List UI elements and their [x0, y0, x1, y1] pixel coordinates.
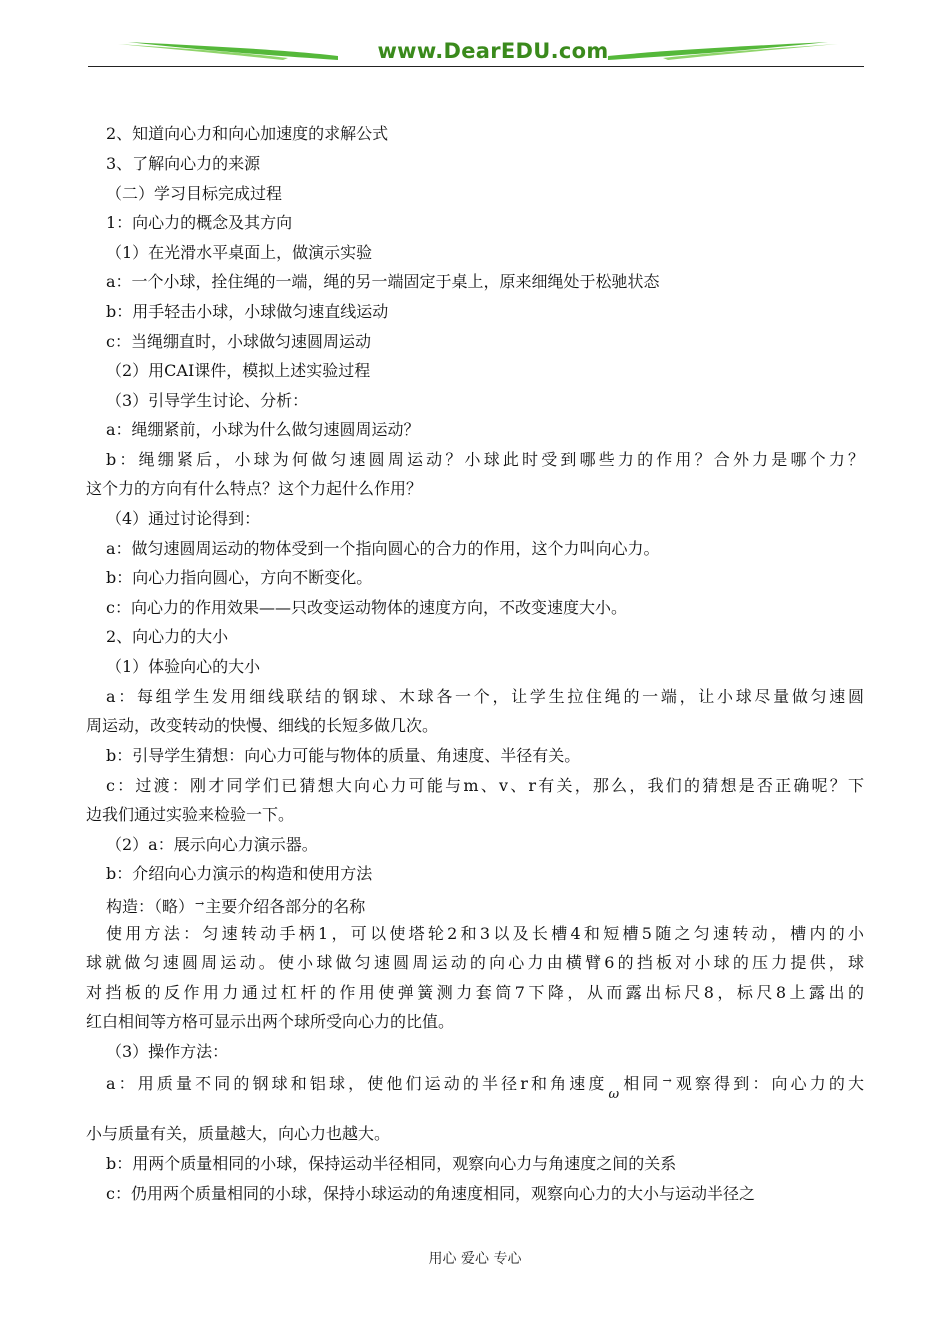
line-text: 1：向心力的概念及其方向 [106, 213, 293, 232]
line-text: b：用手轻击小球，小球做匀速直线运动 [106, 302, 389, 321]
text-line [106, 924, 864, 944]
line-text-tail: 观察得到：向心力的大 [672, 1074, 864, 1093]
line-text: c：仍用两个质量相同的小球，保持小球运动的角速度相同，观察向心力的大小与运动半径之 [106, 1184, 755, 1203]
line-text: （4）通过讨论得到： [106, 509, 261, 528]
text-line [86, 953, 864, 973]
text-line [106, 124, 864, 144]
text-line [106, 627, 864, 647]
text-line [106, 776, 864, 796]
line-text: 3、了解向心力的来源 [106, 154, 261, 173]
line-text: a：一个小球，拴住绳的一端，绳的另一端固定于桌上，原来细绳处于松驰状态 [106, 272, 660, 291]
text-line [106, 598, 864, 618]
text-line [106, 509, 864, 529]
omega-symbol: ω [608, 1087, 620, 1102]
site-logo-text: www.DearEDU.com [377, 39, 609, 63]
line-text: c：当绳绷直时，小球做匀速圆周运动 [106, 332, 371, 351]
line-text: 球就做匀速圆周运动。使小球做匀速圆周运动的向心力由横臂6的挡板对小球的压力提供，球 [86, 953, 864, 972]
text-line [106, 420, 864, 440]
header-rule [88, 66, 864, 67]
text-line [106, 213, 864, 233]
line-text: b：向心力指向圆心，方向不断变化。 [106, 568, 373, 587]
text-line [86, 479, 864, 499]
text-line [106, 1071, 864, 1105]
line-text: b：介绍向心力演示的构造和使用方法 [106, 864, 373, 883]
text-line [106, 835, 864, 855]
arrow-icon: → [195, 897, 205, 910]
line-text: （2）用CAI课件，模拟上述实验过程 [106, 361, 371, 380]
text-line [106, 391, 864, 411]
line-text: （1）在光滑水平桌面上，做演示实验 [106, 243, 373, 262]
text-line [106, 539, 864, 559]
line-text: 构造：（略） [106, 897, 195, 916]
line-text: 这个力的方向有什么特点？这个力起什么作用？ [86, 479, 423, 498]
arrow-icon: → [662, 1074, 672, 1087]
line-text: b：引导学生猜想：向心力可能与物体的质量、角速度、半径有关。 [106, 746, 581, 765]
line-text: 小与质量有关，质量越大，向心力也越大。 [86, 1124, 391, 1143]
page-header [88, 36, 864, 70]
text-line [106, 687, 864, 707]
text-line [106, 184, 864, 204]
text-line [86, 1012, 864, 1032]
text-line [106, 894, 864, 917]
text-line [86, 1124, 864, 1144]
text-line [106, 154, 864, 174]
text-line [106, 450, 864, 470]
text-line [86, 983, 864, 1003]
text-line [106, 657, 864, 677]
line-text: a：绳绷紧前，小球为什么做匀速圆周运动？ [106, 420, 420, 439]
line-text: a：用质量不同的钢球和铝球，使他们运动的半径r和角速度 [106, 1074, 608, 1093]
line-text: （1）体验向心的大小 [106, 657, 261, 676]
line-text: （二）学习目标完成过程 [106, 184, 283, 203]
line-text: （3）引导学生讨论、分析： [106, 391, 309, 410]
text-line [106, 746, 864, 766]
text-line [86, 716, 864, 736]
line-text: 对挡板的反作用力通过杠杆的作用使弹簧测力套筒7下降，从而露出标尺8，标尺8上露出的 [86, 983, 864, 1002]
text-line [86, 805, 864, 825]
line-text: a：做匀速圆周运动的物体受到一个指向圆心的合力的作用，这个力叫向心力。 [106, 539, 660, 558]
text-line [106, 1184, 864, 1204]
line-text-tail: 主要介绍各部分的名称 [205, 897, 366, 916]
line-text-tail: 相同 [620, 1074, 662, 1093]
line-text: 2、向心力的大小 [106, 627, 229, 646]
text-line [106, 1154, 864, 1174]
text-line [106, 568, 864, 588]
line-text: （3）操作方法： [106, 1042, 229, 1061]
text-line [106, 361, 864, 381]
text-line [106, 243, 864, 263]
line-text: 2、知道向心力和向心加速度的求解公式 [106, 124, 389, 143]
line-text: 边我们通过实验来检验一下。 [86, 805, 295, 824]
line-text: b：绳绷紧后，小球为何做匀速圆周运动？小球此时受到哪些力的作用？合外力是哪个力？ [106, 450, 864, 469]
line-text: 使用方法：匀速转动手柄1，可以使塔轮2和3以及长槽4和短槽5随之匀速转动，槽内的小 [106, 924, 864, 943]
text-line [106, 272, 864, 292]
line-text: （2）a：展示向心力演示器。 [106, 835, 318, 854]
line-text: 红白相间等方格可显示出两个球所受向心力的比值。 [86, 1012, 455, 1031]
line-text: c：向心力的作用效果——只改变运动物体的速度方向，不改变速度大小。 [106, 598, 627, 617]
line-text: 周运动，改变转动的快慢、细线的长短多做几次。 [86, 716, 439, 735]
text-line [106, 864, 864, 884]
text-line [106, 302, 864, 322]
line-text: c：过渡：刚才同学们已猜想大向心力可能与m、v、r有关，那么，我们的猜想是否正确呢？下 [106, 776, 864, 795]
page-footer: 用心 爱心 专心 [428, 1251, 522, 1267]
line-text: b：用两个质量相同的小球，保持运动半径相同，观察向心力与角速度之间的关系 [106, 1154, 677, 1173]
line-text: a：每组学生发用细线联结的钢球、木球各一个，让学生拉住绳的一端，让小球尽量做匀速圆 [106, 687, 864, 706]
text-line [106, 332, 864, 352]
text-line [106, 1042, 864, 1062]
